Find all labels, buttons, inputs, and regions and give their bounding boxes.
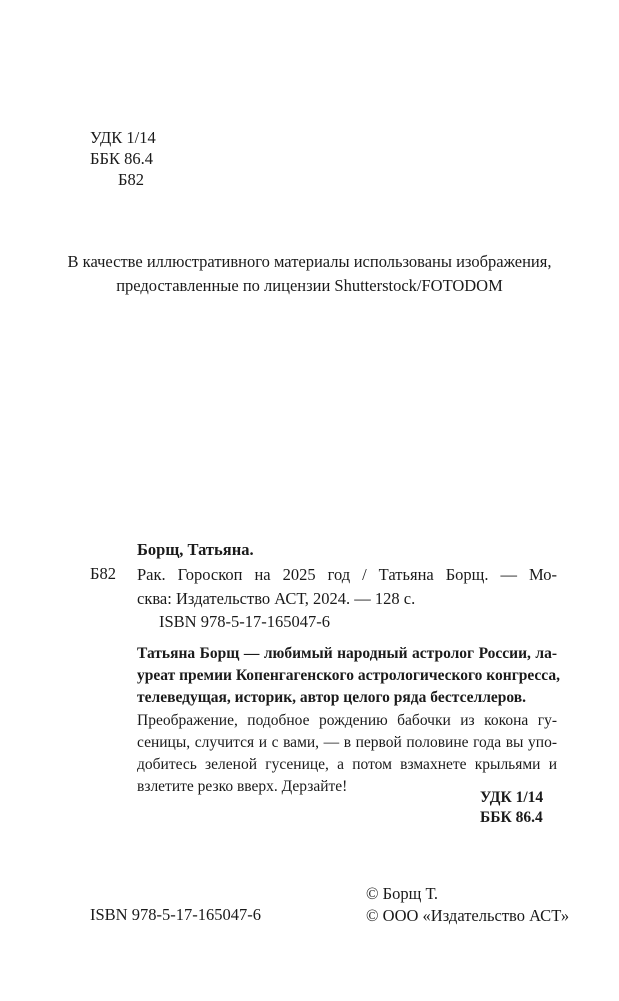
annotation-line: Преображение, подобное рождению бабочки из кокона гу- [137,712,557,729]
record-isbn: ISBN 978-5-17-165047-6 [159,612,330,631]
annotation-line: добитесь зеленой гусенице, а потом взмахнете крыльями и [137,756,557,773]
record-cipher: Б82 [90,564,116,583]
annotation-line: телеведущая, историк, автор целого ряда бестселлеров. [137,689,527,706]
illustrations-note-line: В качестве иллюстративного материалы использованы изображения, [67,252,552,271]
annotation-line: взлетите резко вверх. Дерзайте! [137,778,348,795]
record-line: сква: Издательство АСТ, 2024. — 128 с. [137,589,416,608]
annotation-bold [137,643,561,709]
annotation-line: сеницы, случится и с вами, — в первой половине года вы упо- [137,734,557,751]
bbk-code: ББК 86.4 [90,149,153,168]
annotation-line: уреат премии Копенгагенского астрологического конгресса, [137,667,561,684]
bibliographic-record [137,563,557,611]
bottom-classification-codes [480,788,543,828]
udk-code: УДК 1/14 [480,789,544,806]
copyright-publisher: © ООО «Издательство АСТ» [366,906,570,925]
footer-isbn: ISBN 978-5-17-165047-6 [90,905,261,924]
author-cipher: Б82 [118,170,144,189]
udk-code: УДК 1/14 [90,128,156,147]
author-heading: Борщ, Татьяна. [137,540,254,559]
record-line: Рак. Гороскоп на 2025 год / Татьяна Борщ. — Мо- [137,565,557,584]
bbk-code: ББК 86.4 [480,809,543,826]
copyright-block [366,883,569,927]
illustrations-note-line: предоставленные по лицензии Shutterstock/FOTODOM [116,276,503,295]
annotation-line: Татьяна Борщ — любимый народный астролог России, ла- [137,645,557,662]
annotation-text [137,710,557,798]
copyright-author: © Борщ Т. [366,884,439,903]
top-classification-codes [90,127,156,190]
illustrations-note [0,250,619,298]
